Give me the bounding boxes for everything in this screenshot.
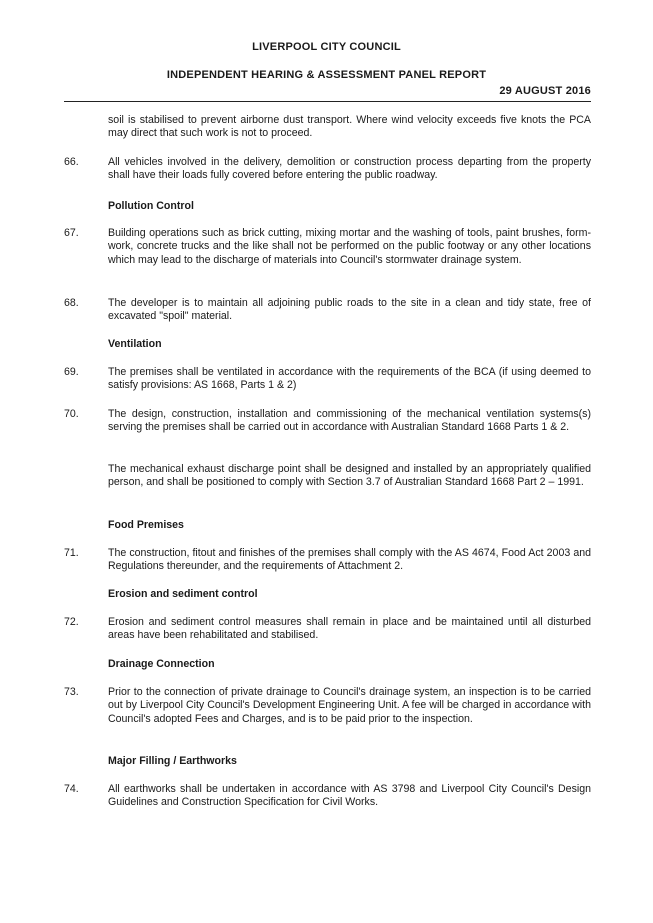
paragraph-text: The mechanical exhaust discharge point shall be designed and installed by an appropriately qualified person, and shall be positioned to comply with Section 3.7 of Australian Standard 1668 Part 2 – 1991. bbox=[108, 463, 591, 489]
item-number: 70. bbox=[64, 408, 79, 420]
item-number: 66. bbox=[64, 156, 79, 168]
item-number: 74. bbox=[64, 783, 79, 795]
heading-erosion-sediment: Erosion and sediment control bbox=[108, 588, 258, 600]
item-number: 72. bbox=[64, 616, 79, 628]
item-number: 67. bbox=[64, 227, 79, 239]
item-number: 71. bbox=[64, 547, 79, 559]
item-text: The design, construction, installation and commissioning of the mechanical ventilation systems(s) serving the premises shall be carried out in accordance with Australian Standard 1668 Parts 1 & 2. bbox=[108, 408, 591, 434]
heading-pollution-control: Pollution Control bbox=[108, 200, 194, 212]
item-number: 68. bbox=[64, 297, 79, 309]
organisation-title: LIVERPOOL CITY COUNCIL bbox=[252, 41, 401, 53]
header-divider bbox=[64, 101, 591, 102]
report-date: 29 AUGUST 2016 bbox=[499, 85, 591, 97]
item-number: 73. bbox=[64, 686, 79, 698]
item-text: Prior to the connection of private drainage to Council's drainage system, an inspection is to be carried out by Liverpool City Council's Development Engineering Unit. A fee will be charged in accordance with Council's adopted Fees and Charges, and is to be paid prior to the inspection. bbox=[108, 686, 591, 725]
item-text: All earthworks shall be undertaken in accordance with AS 3798 and Liverpool City Council's Design Guidelines and Construction Specification for Civil Works. bbox=[108, 783, 591, 809]
report-title: INDEPENDENT HEARING & ASSESSMENT PANEL REPORT bbox=[166, 69, 487, 81]
item-text: All vehicles involved in the delivery, demolition or construction process departing from the property shall have their loads fully covered before entering the public roadway. bbox=[108, 156, 591, 182]
item-number: 69. bbox=[64, 366, 79, 378]
heading-major-filling: Major Filling / Earthworks bbox=[108, 755, 237, 767]
heading-food-premises: Food Premises bbox=[108, 519, 184, 531]
item-text: Erosion and sediment control measures shall remain in place and be maintained until all disturbed areas have been rehabilitated and stabilised. bbox=[108, 616, 591, 642]
paragraph-text: soil is stabilised to prevent airborne dust transport. Where wind velocity exceeds five knots the PCA may direct that such work is not to proceed. bbox=[108, 114, 591, 140]
item-text: The premises shall be ventilated in accordance with the requirements of the BCA (if using deemed to satisfy provisions: AS 1668, Parts 1 & 2) bbox=[108, 366, 591, 392]
item-text: The developer is to maintain all adjoining public roads to the site in a clean and tidy state, free of excavated "spoil" material. bbox=[108, 297, 591, 323]
item-text: The construction, fitout and finishes of the premises shall comply with the AS 4674, Food Act 2003 and Regulations thereunder, and the requirements of Attachment 2. bbox=[108, 547, 591, 573]
heading-ventilation: Ventilation bbox=[108, 338, 162, 350]
heading-drainage-connection: Drainage Connection bbox=[108, 658, 215, 670]
item-text: Building operations such as brick cutting, mixing mortar and the washing of tools, paint brushes, form-work, concrete trucks and the like shall not be performed on the public footway or any other locations which may lead to the discharge of materials into Council's stormwater drainage system. bbox=[108, 227, 591, 266]
